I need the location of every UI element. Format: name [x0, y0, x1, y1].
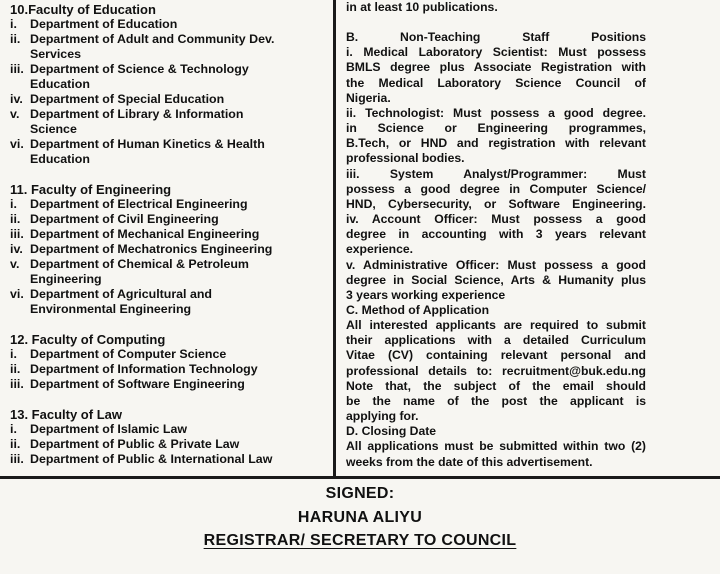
positions-text-line: professional details to: recruitment@buk.edu.ng	[346, 363, 646, 378]
department-item	[10, 452, 330, 467]
signatory-name: HARUNA ALIYU	[297, 508, 423, 526]
positions-text-line: in Science or Engineering programmes,	[346, 121, 646, 136]
department-number: i.	[10, 197, 17, 211]
department-number: iv.	[10, 92, 23, 106]
department-item	[10, 62, 330, 92]
positions-text-line: Vitae (CV) containing relevant personal and	[346, 348, 646, 363]
department-number: v.	[10, 257, 20, 271]
positions-text-line	[346, 15, 646, 30]
department-item	[10, 242, 330, 257]
department-number: iv.	[10, 242, 23, 256]
department-item	[10, 377, 330, 392]
positions-text-line: weeks from the date of this advertisement.	[346, 454, 593, 469]
faculty-title: 13. Faculty of Law	[10, 407, 122, 422]
positions-text-line: D. Closing Date	[346, 424, 437, 439]
department-name	[30, 362, 330, 377]
department-name	[30, 287, 330, 317]
department-name-line: Services	[30, 47, 81, 61]
department-name-line: Department of Chemical & Petroleum	[30, 257, 249, 271]
department-name	[30, 92, 330, 107]
department-item	[10, 197, 330, 212]
department-item	[10, 437, 330, 452]
department-name-line: Department of Computer Science	[30, 347, 227, 361]
department-name-line: Department of Electrical Engineering	[30, 197, 248, 211]
positions-column	[346, 0, 646, 470]
positions-text-line: iv. Account Officer: Must possess a good	[346, 212, 646, 227]
department-item	[10, 107, 330, 137]
department-name	[30, 17, 330, 32]
department-name-line: Department of Education	[30, 17, 178, 31]
department-name-line: Department of Information Technology	[30, 362, 258, 376]
positions-text-line: their applications with a detailed Curriculum	[346, 333, 646, 348]
department-item	[10, 137, 330, 167]
department-name-line: Education	[30, 77, 90, 91]
department-item	[10, 17, 330, 32]
positions-text-line: ii. Technologist: Must possess a good degree.	[346, 105, 646, 120]
department-name-line: Science	[30, 122, 77, 136]
positions-text-line: the Medical Laboratory Science Council of	[346, 75, 646, 90]
department-number: i.	[10, 17, 17, 31]
department-name-line: Environmental Engineering	[30, 302, 192, 316]
department-item	[10, 257, 330, 287]
positions-text-line: experience.	[346, 242, 414, 257]
department-item	[10, 92, 330, 107]
department-item	[10, 347, 330, 362]
department-name	[30, 437, 330, 452]
faculty-title: 11. Faculty of Engineering	[10, 182, 172, 197]
faculty-section	[10, 2, 330, 167]
department-name-line: Department of Adult and Community Dev.	[30, 32, 275, 46]
faculty-section	[10, 182, 330, 317]
department-number: i.	[10, 422, 17, 436]
department-name-line: Department of Special Education	[30, 92, 225, 106]
department-number: ii.	[10, 362, 21, 376]
department-name	[30, 32, 330, 62]
department-item	[10, 212, 330, 227]
positions-text-line: v. Administrative Officer: Must possess a good	[346, 257, 646, 272]
positions-text-line: be the name of the post the applicant is	[346, 393, 646, 408]
department-number: ii.	[10, 437, 21, 451]
signature-block	[0, 482, 720, 553]
department-number: iii.	[10, 377, 24, 391]
positions-text-line: BMLS degree plus Associate Registration with	[346, 60, 646, 75]
department-name-line: Engineering	[30, 272, 102, 286]
department-name-line: Department of Human Kinetics & Health	[30, 137, 265, 151]
department-name	[30, 107, 330, 137]
department-number: vi.	[10, 137, 24, 151]
department-number: v.	[10, 107, 20, 121]
positions-text-line: professional bodies.	[346, 151, 465, 166]
department-name-line: Department of Agricultural and	[30, 287, 212, 301]
positions-text-line: 3 years working experience	[346, 287, 506, 302]
positions-text-line: B. Non-Teaching Staff Positions	[346, 30, 646, 45]
department-number: iii.	[10, 452, 24, 466]
department-name	[30, 227, 330, 242]
department-name-line: Department of Public & Private Law	[30, 437, 240, 451]
positions-text-line: B.Tech, or HND and registration with relevant	[346, 136, 646, 151]
positions-text-line: iii. System Analyst/Programmer: Must	[346, 166, 646, 181]
department-name	[30, 242, 330, 257]
department-name	[30, 377, 330, 392]
faculty-title: 10.Faculty of Education	[10, 2, 156, 17]
department-name	[30, 257, 330, 287]
positions-text-line: degree in Social Science, Arts & Humanity plus	[346, 272, 646, 287]
department-name-line: Department of Library & Information	[30, 107, 244, 121]
positions-text-line: All interested applicants are required to submit	[346, 318, 646, 333]
faculty-title: 12. Faculty of Computing	[10, 332, 166, 347]
positions-text-line: HND, Cybersecurity, or Software Engineering.	[346, 196, 646, 211]
department-item	[10, 32, 330, 62]
department-name-line: Department of Mechatronics Engineering	[30, 242, 273, 256]
department-name-line: Department of Public & International Law	[30, 452, 273, 466]
department-name-line: Department of Science & Technology	[30, 62, 249, 76]
department-number: vi.	[10, 287, 24, 301]
department-name-line: Education	[30, 152, 90, 166]
positions-text-line: Nigeria.	[346, 90, 391, 105]
positions-text-line: All applications must be submitted within two (2)	[346, 439, 646, 454]
positions-text-line: C. Method of Application	[346, 302, 490, 317]
column-divider	[333, 0, 336, 476]
department-name-line: Department of Civil Engineering	[30, 212, 219, 226]
faculty-list-column	[10, 2, 330, 482]
faculty-section	[10, 332, 330, 392]
department-item	[10, 227, 330, 242]
department-number: ii.	[10, 32, 21, 46]
positions-text-line: i. Medical Laboratory Scientist: Must possess	[346, 45, 646, 60]
department-name	[30, 422, 330, 437]
department-item	[10, 362, 330, 377]
department-name	[30, 197, 330, 212]
signatory-title: REGISTRAR/ SECRETARY TO COUNCIL	[203, 532, 517, 549]
faculty-section	[10, 407, 330, 467]
department-name-line: Department of Islamic Law	[30, 422, 187, 436]
department-number: i.	[10, 347, 17, 361]
department-name	[30, 452, 330, 467]
positions-text-line: in at least 10 publications.	[346, 0, 498, 14]
positions-text-line: Note that, the subject of the email should	[346, 378, 646, 393]
department-item	[10, 287, 330, 317]
positions-text-line: degree in accounting with 3 years relevant	[346, 227, 646, 242]
department-name	[30, 137, 330, 167]
department-number: iii.	[10, 62, 24, 76]
department-name	[30, 62, 330, 92]
department-name	[30, 347, 330, 362]
department-item	[10, 422, 330, 437]
department-name	[30, 212, 330, 227]
department-number: ii.	[10, 212, 21, 226]
signed-label: SIGNED:	[325, 485, 395, 502]
department-name-line: Department of Software Engineering	[30, 377, 245, 391]
department-name-line: Department of Mechanical Engineering	[30, 227, 260, 241]
positions-text-line: possess a good degree in Computer Science/	[346, 181, 646, 196]
department-number: iii.	[10, 227, 24, 241]
positions-text-line: applying for.	[346, 409, 419, 424]
